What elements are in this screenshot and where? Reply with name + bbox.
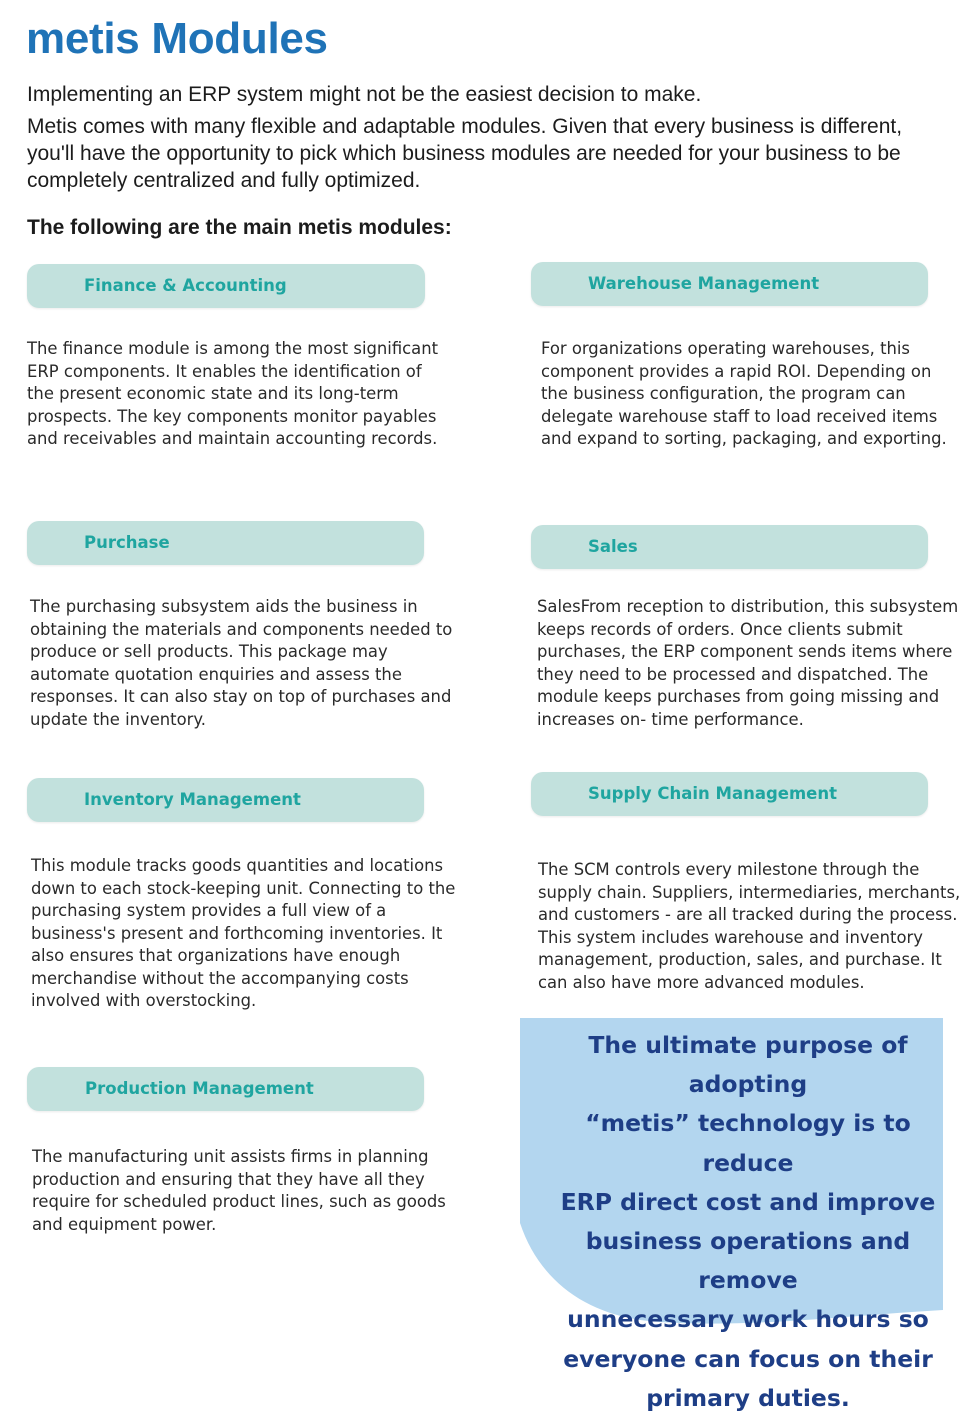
description-line: produce or sell products. This package may <box>30 642 388 661</box>
description-line: the business configuration, the program can <box>541 384 906 403</box>
intro-line: you'll have the opportunity to pick which business modules are needed for your business to be <box>27 142 901 165</box>
module-title-sales: Sales <box>588 537 638 556</box>
module-description-purchase <box>30 596 452 731</box>
module-header-production <box>27 1067 424 1111</box>
description-line: The SCM controls every milestone through the <box>538 860 920 879</box>
description-line: purchasing system provides a full view of a <box>31 901 387 920</box>
callout-line: everyone can focus on their <box>563 1344 933 1373</box>
description-line: module keeps purchases from going missing and <box>537 687 940 706</box>
description-line: purchases, the ERP component sends items where <box>537 642 953 661</box>
module-title-warehouse: Warehouse Management <box>588 274 820 293</box>
callout-line: primary duties. <box>646 1383 850 1412</box>
description-line: and customers - are all tracked during the process. <box>538 905 958 924</box>
callout-text <box>536 1026 960 1418</box>
description-line: delegate warehouse staff to load received items <box>541 406 938 426</box>
module-header-supply-chain <box>531 772 928 816</box>
purpose-callout <box>520 1018 943 1412</box>
intro-text <box>27 81 927 108</box>
module-description-inventory <box>31 855 455 1013</box>
description-line: update the inventory. <box>30 709 206 729</box>
intro-line: Metis comes with many flexible and adaptable modules. Given that every business is different, <box>27 115 903 138</box>
description-line: SalesFrom reception to distribution, this subsystem <box>537 597 959 616</box>
description-line: The purchasing subsystem aids the business in <box>30 597 418 616</box>
description-line: management, production, sales, and purchase. It <box>538 950 942 969</box>
module-description-finance <box>27 338 438 451</box>
module-title-supply-chain: Supply Chain Management <box>588 784 837 803</box>
description-line: business's present and forthcoming inventories. It <box>31 923 443 943</box>
description-line: This system includes warehouse and inventory <box>538 927 923 947</box>
description-line: This module tracks goods quantities and locations <box>31 856 444 875</box>
intro-line: completely centralized and fully optimized. <box>27 169 421 192</box>
description-line: supply chain. Suppliers, intermediaries, merchants, <box>538 882 960 902</box>
description-line: ERP components. It enables the identification of <box>27 361 422 381</box>
callout-line: ERP direct cost and improve <box>560 1187 936 1216</box>
callout-line: business operations and remove <box>585 1227 911 1295</box>
modules-lead: The following are the main metis modules: <box>27 216 452 239</box>
module-header-sales <box>531 525 928 569</box>
module-title-production: Production Management <box>85 1079 314 1098</box>
description-line: obtaining the materials and components needed to <box>30 619 453 639</box>
description-line: The manufacturing unit assists firms in planning <box>32 1147 429 1166</box>
description-line: responses. It can also stay on top of purchases and <box>30 687 452 706</box>
description-line: automate quotation enquiries and assess the <box>30 664 402 684</box>
module-title-finance: Finance & Accounting <box>84 276 287 295</box>
description-line: the present economic state and its long-term <box>27 384 399 403</box>
description-line: down to each stock-keeping unit. Connecting to the <box>31 878 456 898</box>
description-line: require for scheduled product lines, such as goods <box>32 1192 446 1211</box>
module-header-purchase <box>27 521 424 565</box>
module-title-inventory: Inventory Management <box>84 790 301 809</box>
description-line: prospects. The key components monitor payables <box>27 406 437 426</box>
module-title-purchase: Purchase <box>84 533 170 552</box>
intro-paragraph <box>27 113 927 194</box>
description-line: and equipment power. <box>32 1214 217 1234</box>
intro-line: Implementing an ERP system might not be the easiest decision to make. <box>27 83 702 106</box>
description-line: The finance module is among the most significant <box>27 339 439 358</box>
description-line: and receivables and maintain accounting records. <box>27 429 438 448</box>
description-line: component provides a rapid ROI. Depending on <box>541 361 932 381</box>
callout-line: “metis” technology is to reduce <box>585 1109 911 1177</box>
description-line: involved with overstocking. <box>31 991 257 1010</box>
description-line: merchandise without the accompanying costs <box>31 968 409 988</box>
module-header-warehouse <box>531 262 928 306</box>
description-line: can also have more advanced modules. <box>538 972 865 992</box>
page-title: metis Modules <box>26 14 328 63</box>
description-line: keeps records of orders. Once clients submit <box>537 619 903 639</box>
module-header-finance <box>27 264 425 308</box>
description-line: they need to be processed and dispatched. The <box>537 664 929 684</box>
callout-line: unnecessary work hours so <box>567 1305 929 1334</box>
description-line: production and ensuring that they have all they <box>32 1169 425 1189</box>
module-description-production <box>32 1146 446 1236</box>
module-header-inventory <box>27 778 424 822</box>
description-line: and expand to sorting, packaging, and exporting. <box>541 429 947 448</box>
description-line: also ensures that organizations have enough <box>31 946 401 965</box>
module-description-sales <box>537 596 958 731</box>
module-description-warehouse <box>541 338 947 451</box>
description-line: For organizations operating warehouses, this <box>541 339 910 358</box>
description-line: increases on- time performance. <box>537 709 804 729</box>
module-description-supply-chain <box>538 859 960 994</box>
callout-line: The ultimate purpose of adopting <box>588 1031 908 1099</box>
